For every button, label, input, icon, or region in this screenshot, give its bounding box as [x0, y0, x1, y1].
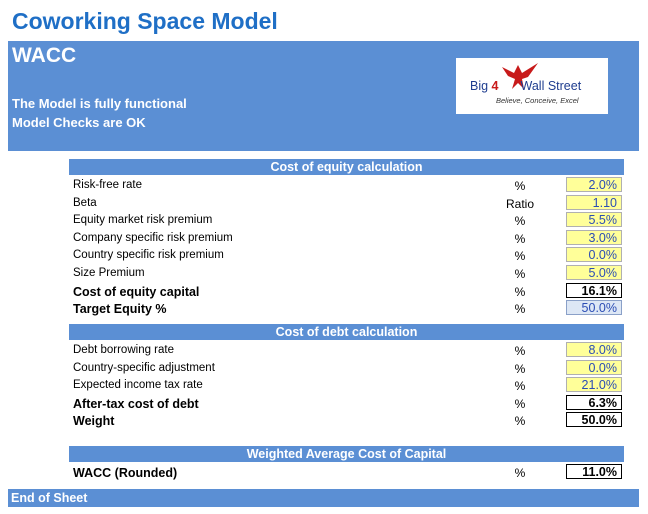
- sheet-title: WACC: [12, 44, 77, 67]
- row-unit: %: [514, 396, 526, 411]
- calculated-value-cell: 16.1%: [566, 283, 622, 298]
- end-of-sheet-bar: [8, 489, 639, 507]
- input-value-cell[interactable]: 21.0%: [566, 377, 622, 392]
- row-label: Debt borrowing rate: [73, 344, 174, 356]
- row-label: Expected income tax rate: [73, 379, 203, 392]
- row-unit: Ratio: [505, 196, 534, 211]
- input-value-cell[interactable]: 5.0%: [566, 265, 622, 280]
- calculated-value-cell: 50.0%: [566, 412, 622, 427]
- row-unit: %: [514, 284, 526, 299]
- debt-section-header: Cost of debt calculation: [69, 324, 624, 340]
- model-status-text: The Model is fully functional: [12, 96, 187, 111]
- row-label: After-tax cost of debt: [73, 396, 199, 411]
- calculated-value-cell: 6.3%: [566, 395, 622, 410]
- row-label: Equity market risk premium: [73, 214, 213, 227]
- header-banner: [8, 41, 639, 151]
- row-label: Cost of equity capital: [73, 284, 200, 299]
- page-title: Coworking Space Model: [12, 8, 278, 34]
- row-label: Size Premium: [73, 267, 145, 279]
- calculated-value-cell: 11.0%: [566, 464, 622, 479]
- table-row: [69, 464, 624, 481]
- table-row: [69, 265, 624, 282]
- logo-tagline: Believe, Conceive, Excel: [496, 96, 579, 105]
- row-unit: %: [514, 414, 526, 429]
- row-unit: %: [514, 214, 526, 229]
- row-unit: %: [514, 302, 526, 317]
- end-of-sheet-text: End of Sheet: [11, 491, 88, 505]
- row-unit: %: [514, 249, 526, 264]
- row-unit: %: [514, 179, 526, 193]
- table-row: [69, 283, 624, 300]
- row-label: Beta: [73, 196, 97, 209]
- row-label: Risk-free rate: [73, 179, 143, 191]
- row-unit: %: [514, 361, 526, 376]
- table-row: [69, 212, 624, 229]
- row-label: Company specific risk premium: [73, 231, 233, 244]
- table-row: [69, 195, 624, 212]
- table-row: [69, 412, 624, 429]
- row-label: Country specific risk premium: [73, 249, 224, 262]
- table-row: [69, 395, 624, 412]
- input-value-cell[interactable]: 3.0%: [566, 230, 622, 245]
- input-value-cell[interactable]: 0.0%: [566, 247, 622, 262]
- table-row: [69, 300, 624, 317]
- table-row: [69, 360, 624, 377]
- row-unit: %: [514, 267, 526, 281]
- table-row: [69, 377, 624, 394]
- input-value-cell[interactable]: 5.5%: [566, 212, 622, 227]
- equity-section-header: Cost of equity calculation: [69, 159, 624, 175]
- logo-wordmark: Big 4 Wall Street: [470, 79, 582, 93]
- row-label: Country-specific adjustment: [73, 361, 215, 374]
- table-row: [69, 230, 624, 247]
- row-label: Weight: [73, 414, 115, 429]
- table-row: [69, 177, 624, 194]
- wacc-section-header: Weighted Average Cost of Capital: [69, 446, 624, 462]
- row-unit: %: [514, 231, 526, 246]
- company-logo: [456, 58, 608, 114]
- input-value-cell[interactable]: 50.0%: [566, 300, 622, 315]
- row-unit: %: [514, 466, 526, 480]
- input-value-cell[interactable]: 0.0%: [566, 360, 622, 375]
- row-label: WACC (Rounded): [73, 466, 178, 480]
- table-row: [69, 247, 624, 264]
- row-label: Target Equity %: [73, 302, 167, 317]
- input-value-cell[interactable]: 2.0%: [566, 177, 622, 192]
- table-row: [69, 342, 624, 359]
- input-value-cell[interactable]: 8.0%: [566, 342, 622, 357]
- row-unit: %: [514, 344, 526, 358]
- row-unit: %: [514, 379, 526, 394]
- input-value-cell[interactable]: 1.10: [566, 195, 622, 210]
- model-checks-text: Model Checks are OK: [12, 115, 146, 130]
